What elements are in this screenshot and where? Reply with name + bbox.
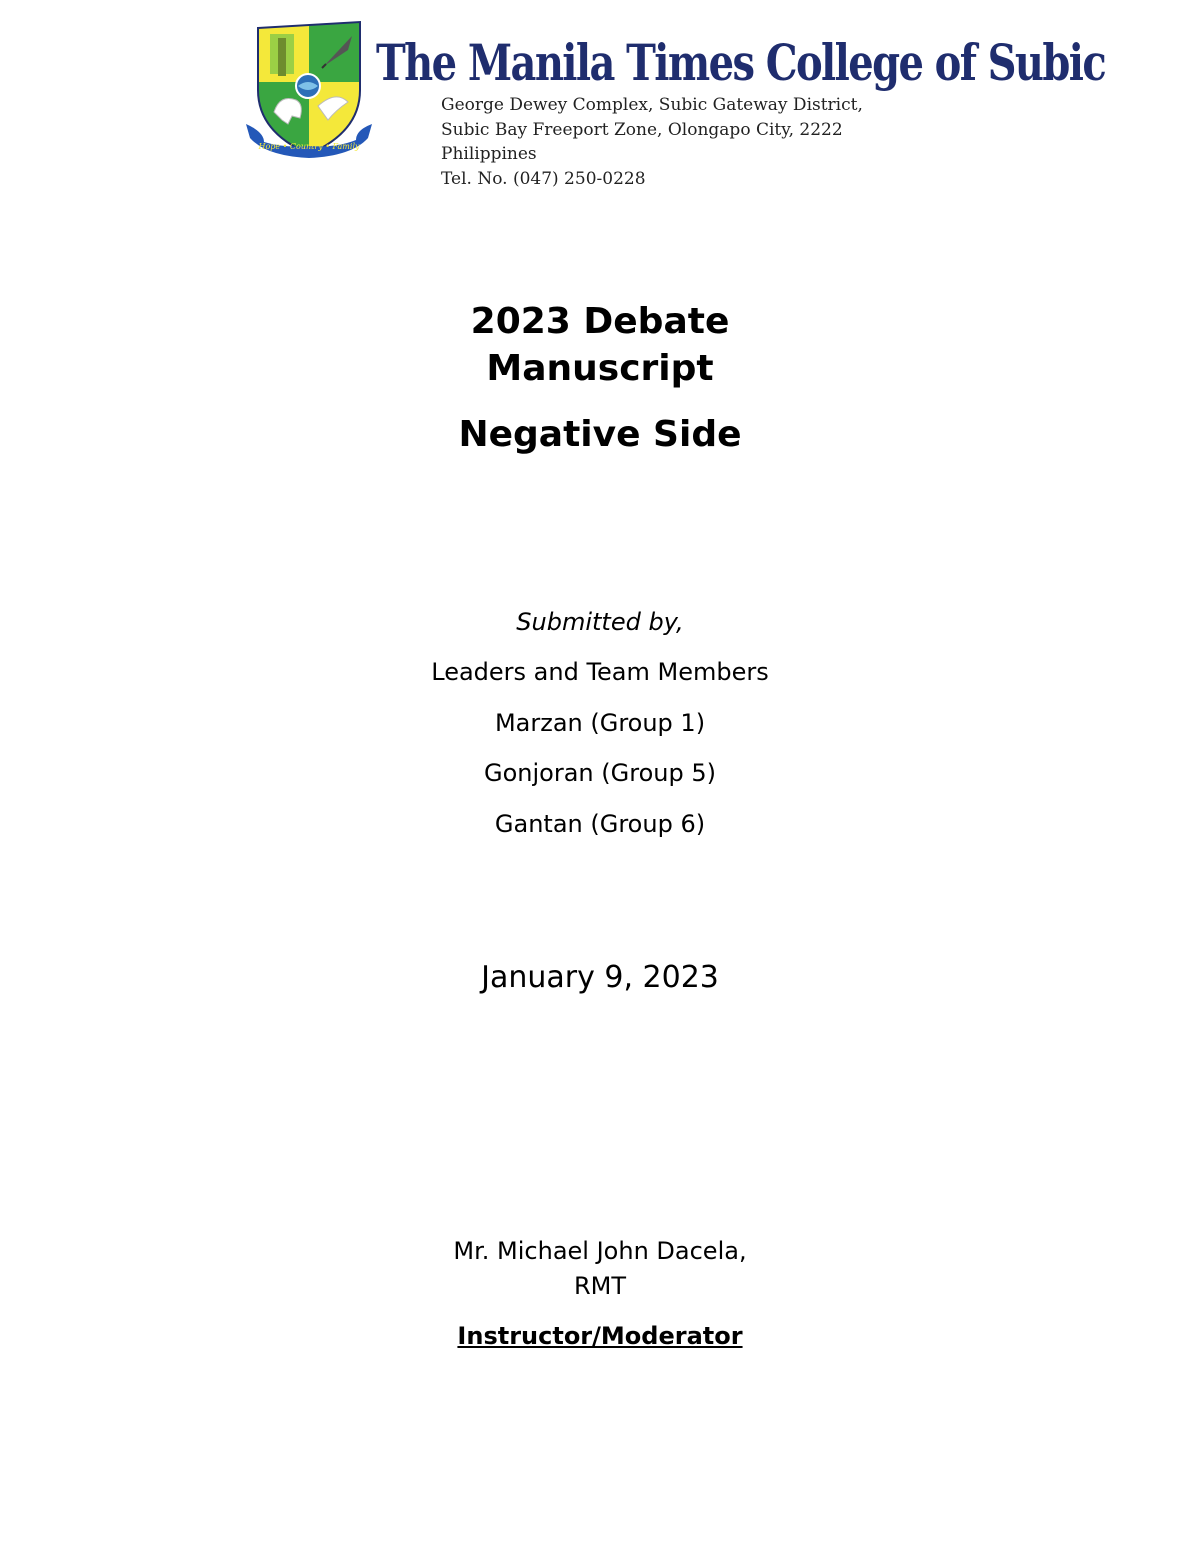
- title-line: Manuscript: [486, 348, 714, 389]
- member-item: Marzan (Group 1): [494, 708, 706, 737]
- instructor-name-line: Mr. Michael John Dacela,: [453, 1237, 747, 1265]
- member-item: Gonjoran (Group 5): [484, 759, 716, 787]
- address-line: Philippines: [441, 144, 537, 164]
- member-item: Gantan (Group 6): [494, 809, 706, 838]
- college-crest-logo: [244, 20, 374, 160]
- crest-icon: [244, 20, 374, 160]
- instructor-credential: RMT: [573, 1272, 627, 1300]
- debate-side: Negative Side: [458, 414, 742, 455]
- title-line: 2023 Debate: [470, 301, 730, 342]
- document-date: January 9, 2023: [481, 960, 719, 995]
- address-line: George Dewey Complex, Subic Gateway District,: [441, 95, 863, 115]
- telephone-line: Tel. No. (047) 250-0228: [441, 168, 646, 189]
- members-heading: Leaders and Team Members: [431, 658, 769, 686]
- crest-motto: Hope • Country • Family: [258, 142, 360, 151]
- instructor-name: [300, 1234, 900, 1304]
- members-list: [300, 655, 900, 857]
- instructor-role: Instructor/Moderator: [457, 1322, 743, 1350]
- college-address: [441, 93, 901, 191]
- document-title: [300, 298, 900, 392]
- college-name: The Manila Times College of Subic: [376, 33, 1106, 92]
- submitted-by-label: Submitted by,: [516, 608, 684, 636]
- address-line: Subic Bay Freeport Zone, Olongapo City, 2222: [441, 119, 843, 140]
